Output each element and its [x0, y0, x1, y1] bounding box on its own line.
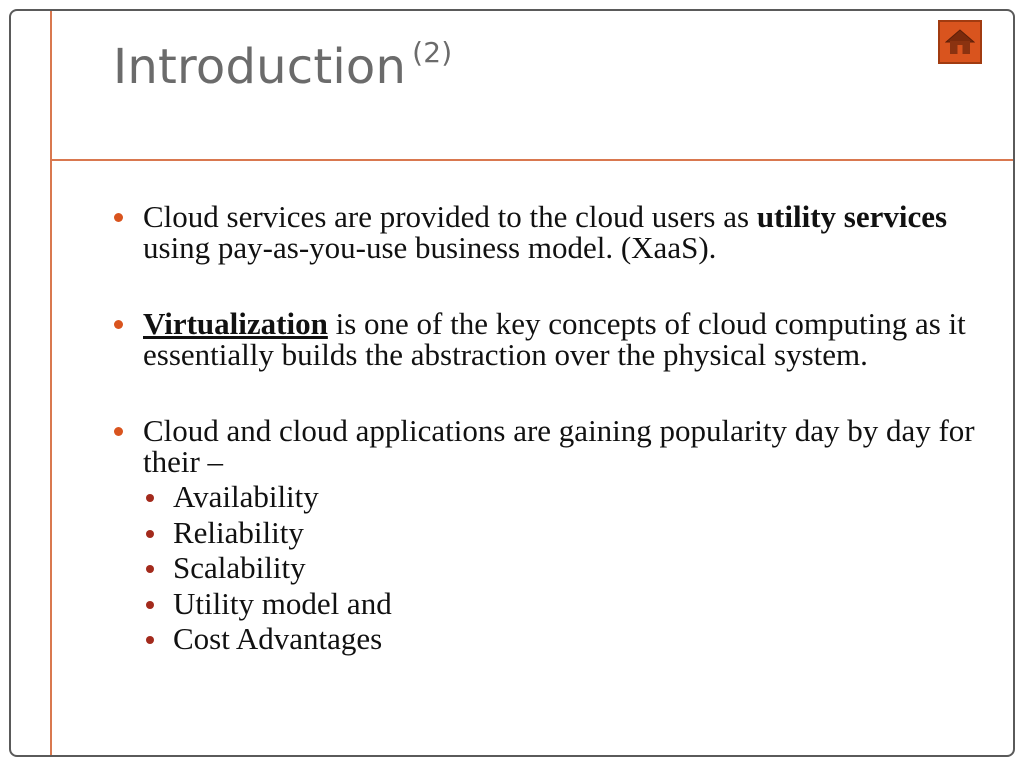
sub-bullet-dot-icon: [146, 530, 154, 538]
slide-title-superscript: (2): [412, 36, 453, 69]
sub-bullet-item: Availability: [143, 479, 998, 515]
home-icon: [945, 28, 975, 56]
sub-bullet-item: Reliability: [143, 515, 998, 551]
home-button[interactable]: [938, 20, 982, 64]
virtualization-term: Virtualization: [143, 306, 328, 341]
bullet-item: [108, 308, 998, 370]
sub-bullet-item: Utility model and: [143, 586, 998, 622]
slide-title-text: Introduction: [113, 39, 407, 95]
bullet-item: [108, 201, 998, 263]
sub-bullet-dot-icon: [146, 601, 154, 609]
sub-bullet-item: Cost Advantages: [143, 621, 998, 657]
bullet-dot-icon: [114, 213, 123, 222]
sub-bullet-dot-icon: [146, 565, 154, 573]
bullet-dot-icon: [114, 320, 123, 329]
bullet-list: [108, 201, 998, 657]
title-divider: [50, 159, 1013, 161]
bullet-dot-icon: [114, 427, 123, 436]
bullet-text: Cloud and cloud applications are gaining popularity day by day for their –: [143, 413, 975, 479]
sub-bullet-list: [143, 479, 998, 657]
vertical-rule: [50, 11, 52, 755]
sub-bullet-dot-icon: [146, 636, 154, 644]
sub-bullet-dot-icon: [146, 494, 154, 502]
bullet-item: [108, 415, 998, 657]
slide: [9, 9, 1015, 757]
slide-title: [113, 36, 453, 95]
sub-bullet-item: Scalability: [143, 550, 998, 586]
bullet-text: Cloud services are provided to the cloud users as utility services using pay-as-you-use business model. (XaaS).: [143, 199, 948, 265]
bullet-text: Virtualization is one of the key concepts of cloud computing as it essentially builds the abstraction over the physical system.: [143, 306, 966, 372]
